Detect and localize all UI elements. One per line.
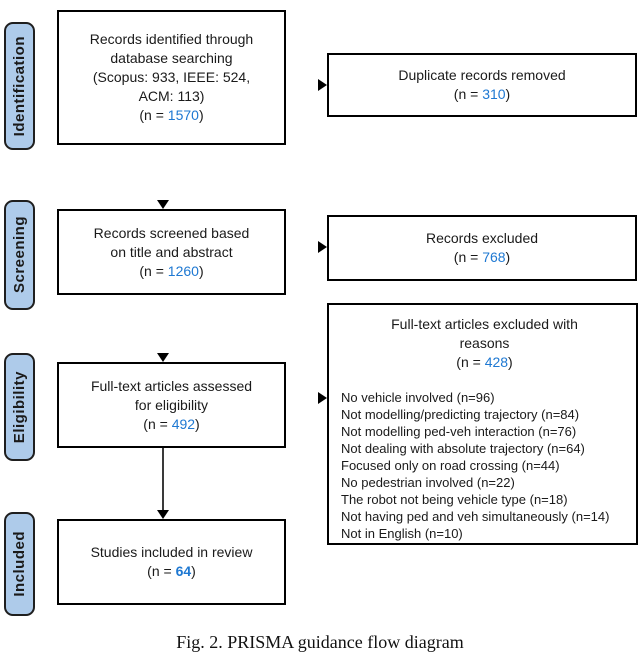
box-text-line: (Scopus: 933, IEEE: 524, bbox=[92, 69, 251, 85]
arrow-right-icon bbox=[318, 79, 327, 91]
n-prefix: (n = bbox=[139, 262, 168, 279]
n-count-line bbox=[59, 562, 284, 581]
n-prefix: (n = bbox=[143, 415, 172, 432]
n-suffix: ) bbox=[198, 107, 204, 123]
box-fulltext-assessed bbox=[57, 362, 286, 448]
exclusion-reason: Not having ped and veh simultaneously (n=14) bbox=[341, 509, 610, 524]
stage-label-text: Eligibility bbox=[11, 370, 28, 444]
exclusion-reason: Not in English (n=10) bbox=[341, 526, 463, 541]
box-fulltext-excluded bbox=[327, 303, 638, 545]
stage-label-included bbox=[4, 512, 35, 616]
n-suffix: ) bbox=[191, 563, 196, 579]
arrow-right-icon bbox=[318, 241, 327, 253]
n-value: 310 bbox=[482, 86, 506, 102]
n-prefix: (n = bbox=[456, 354, 485, 370]
n-count-line bbox=[329, 85, 635, 104]
box-records-excluded bbox=[327, 215, 637, 281]
box-text-line: on title and abstract bbox=[110, 243, 233, 260]
n-value: 768 bbox=[482, 249, 506, 265]
box-duplicates-removed bbox=[327, 53, 637, 117]
box-text-line: reasons bbox=[459, 335, 510, 351]
n-count-line bbox=[59, 106, 284, 125]
box-text-line: Records identified through bbox=[89, 31, 254, 47]
arrow-down-icon bbox=[157, 510, 169, 519]
box-text-line: Full-text articles excluded with bbox=[391, 316, 578, 332]
box-studies-included bbox=[57, 519, 286, 605]
n-count-line bbox=[59, 262, 284, 281]
n-value: 64 bbox=[175, 563, 192, 579]
stage-label-screening bbox=[4, 200, 35, 310]
n-count-line bbox=[59, 415, 284, 434]
exclusion-reason: Not dealing with absolute trajectory (n=64) bbox=[341, 441, 585, 456]
box-records-screened bbox=[57, 209, 286, 295]
box-text-line: Records screened based bbox=[93, 224, 250, 241]
stage-label-text: Screening bbox=[11, 216, 28, 294]
box-records-identified bbox=[57, 10, 286, 145]
exclusion-reason-list bbox=[341, 389, 628, 542]
n-prefix: (n = bbox=[453, 249, 483, 265]
figure-caption: Fig. 2. PRISMA guidance flow diagram bbox=[176, 632, 464, 652]
n-count-line bbox=[329, 248, 635, 267]
exclusion-reason: No vehicle involved (n=96) bbox=[341, 390, 495, 405]
n-value: 1570 bbox=[167, 107, 199, 123]
stage-label-eligibility bbox=[4, 353, 35, 461]
exclusion-reason: Not modelling/predicting trajectory (n=84) bbox=[341, 407, 580, 422]
n-suffix: ) bbox=[505, 86, 511, 102]
n-value: 428 bbox=[484, 354, 509, 370]
stage-label-text: Identification bbox=[11, 35, 28, 137]
n-suffix: ) bbox=[195, 415, 200, 432]
n-value: 1260 bbox=[167, 262, 199, 279]
arrow-down-icon bbox=[157, 353, 169, 362]
box-text-line: for eligibility bbox=[134, 396, 209, 413]
n-value: 492 bbox=[171, 415, 196, 432]
stage-label-identification bbox=[4, 22, 35, 150]
connector-line bbox=[162, 448, 164, 512]
n-prefix: (n = bbox=[147, 563, 176, 579]
n-prefix: (n = bbox=[453, 86, 483, 102]
n-count-line bbox=[341, 353, 628, 372]
box-text-line: Full-text articles assessed bbox=[90, 377, 253, 394]
n-suffix: ) bbox=[198, 262, 204, 279]
n-prefix: (n = bbox=[139, 107, 168, 123]
exclusion-reason: Focused only on road crossing (n=44) bbox=[341, 458, 560, 473]
arrow-right-icon bbox=[318, 392, 327, 404]
arrow-down-icon bbox=[157, 200, 169, 209]
box-text-line: Duplicate records removed bbox=[398, 67, 566, 83]
exclusion-reason: The robot not being vehicle type (n=18) bbox=[341, 492, 568, 507]
box-text-line: ACM: 113) bbox=[138, 88, 205, 104]
stage-label-text: Included bbox=[11, 531, 28, 597]
exclusion-reason: Not modelling ped-veh interaction (n=76) bbox=[341, 424, 577, 439]
box-text-line: Records excluded bbox=[425, 230, 539, 246]
n-suffix: ) bbox=[508, 354, 513, 370]
exclusion-reason: No pedestrian involved (n=22) bbox=[341, 475, 515, 490]
box-text-line: database searching bbox=[110, 50, 233, 66]
fulltext-excluded-title bbox=[341, 315, 628, 372]
n-suffix: ) bbox=[505, 249, 511, 265]
box-text-line: Studies included in review bbox=[90, 544, 253, 560]
